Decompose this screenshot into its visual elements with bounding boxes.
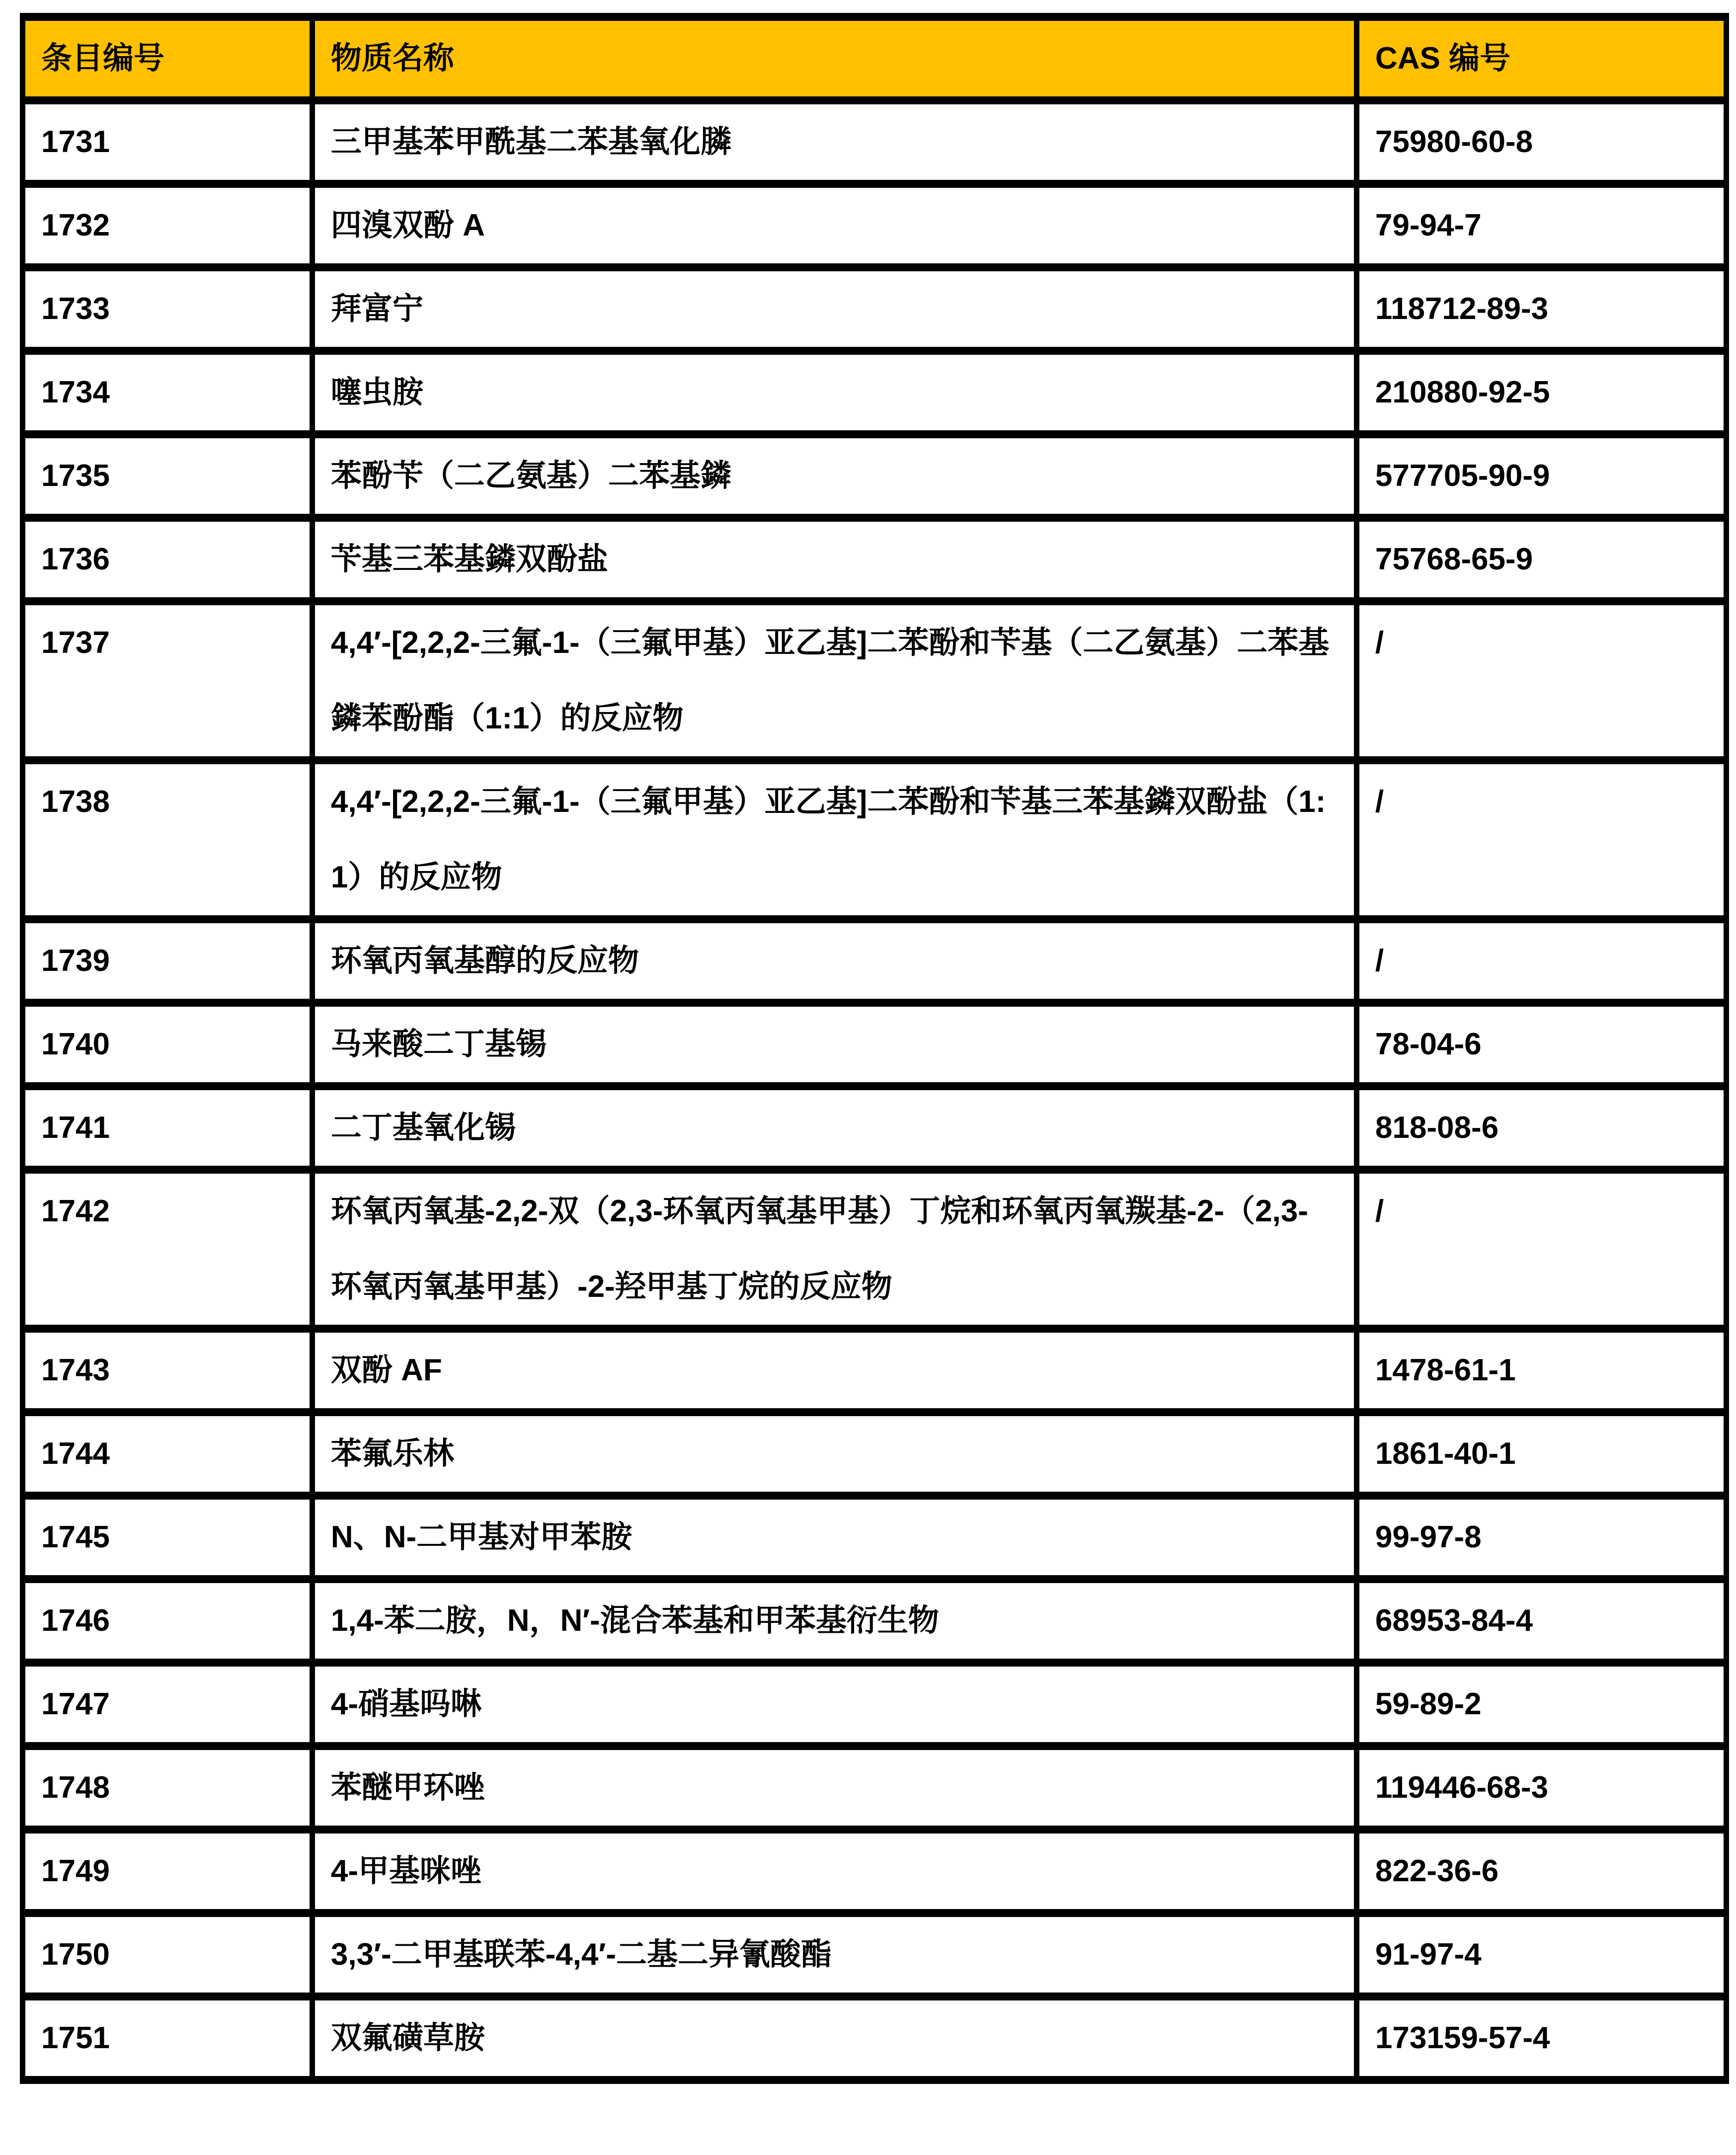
- table-row: [23, 1003, 1727, 1086]
- entry-id-cell: 1751: [23, 1996, 313, 2080]
- entry-id-cell: 1741: [23, 1086, 313, 1170]
- cas-number-cell: 118712-89-3: [1356, 267, 1726, 351]
- table-row: [23, 1496, 1727, 1579]
- entry-id-cell: 1731: [23, 100, 313, 184]
- entry-id-cell: 1745: [23, 1496, 313, 1579]
- table-row: [23, 351, 1727, 434]
- header-cas-number: CAS 编号: [1356, 17, 1726, 100]
- substance-name-cell: 苄基三苯基鏻双酚盐: [312, 518, 1356, 601]
- table-row: [23, 1412, 1727, 1496]
- cas-number-cell: 99-97-8: [1356, 1496, 1726, 1579]
- cas-number-cell: 173159-57-4: [1356, 1996, 1726, 2080]
- cas-number-cell: 577705-90-9: [1356, 434, 1726, 518]
- table-row: [23, 184, 1727, 267]
- cas-number-cell: 210880-92-5: [1356, 351, 1726, 434]
- substance-name-cell: 1,4-苯二胺，N，N′-混合苯基和甲苯基衍生物: [312, 1579, 1356, 1663]
- cas-number-cell: 119446-68-3: [1356, 1746, 1726, 1830]
- cas-number-cell: /: [1356, 760, 1726, 919]
- table-row: [23, 1746, 1727, 1830]
- table-row: [23, 1913, 1727, 1996]
- entry-id-cell: 1733: [23, 267, 313, 351]
- table-row: [23, 1996, 1727, 2080]
- table-row: [23, 1579, 1727, 1663]
- table-row: [23, 1086, 1727, 1170]
- entry-id-cell: 1742: [23, 1170, 313, 1329]
- cas-number-cell: 818-08-6: [1356, 1086, 1726, 1170]
- cas-number-cell: 79-94-7: [1356, 184, 1726, 267]
- entry-id-cell: 1750: [23, 1913, 313, 1996]
- table-row: [23, 100, 1727, 184]
- cas-number-cell: 91-97-4: [1356, 1913, 1726, 1996]
- entry-id-cell: 1746: [23, 1579, 313, 1663]
- header-row: [23, 17, 1727, 100]
- table-row: [23, 601, 1727, 760]
- table-row: [23, 434, 1727, 518]
- entry-id-cell: 1740: [23, 1003, 313, 1086]
- substance-name-cell: 环氧丙氧基-2,2-双（2,3-环氧丙氧基甲基）丁烷和环氧丙氧羰基-2-（2,3-环氧丙氧基甲基）-2-羟甲基丁烷的反应物: [312, 1170, 1356, 1329]
- entry-id-cell: 1743: [23, 1329, 313, 1412]
- header-substance-name: 物质名称: [312, 17, 1356, 100]
- cas-number-cell: 78-04-6: [1356, 1003, 1726, 1086]
- entry-id-cell: 1747: [23, 1663, 313, 1746]
- substances-table: [20, 13, 1729, 2084]
- entry-id-cell: 1738: [23, 760, 313, 919]
- entry-id-cell: 1739: [23, 919, 313, 1003]
- cas-number-cell: 75768-65-9: [1356, 518, 1726, 601]
- cas-number-cell: 1478-61-1: [1356, 1329, 1726, 1412]
- substance-name-cell: 四溴双酚 A: [312, 184, 1356, 267]
- substance-name-cell: 噻虫胺: [312, 351, 1356, 434]
- entry-id-cell: 1748: [23, 1746, 313, 1830]
- entry-id-cell: 1734: [23, 351, 313, 434]
- table-row: [23, 919, 1727, 1003]
- cas-number-cell: 68953-84-4: [1356, 1579, 1726, 1663]
- cas-number-cell: 59-89-2: [1356, 1663, 1726, 1746]
- table-row: [23, 1663, 1727, 1746]
- substance-name-cell: 拜富宁: [312, 267, 1356, 351]
- table-row: [23, 1830, 1727, 1913]
- substance-name-cell: 4,4′-[2,2,2-三氟-1-（三氟甲基）亚乙基]二苯酚和苄基（二乙氨基）二苯基鏻苯酚酯（1:1）的反应物: [312, 601, 1356, 760]
- entry-id-cell: 1736: [23, 518, 313, 601]
- entry-id-cell: 1737: [23, 601, 313, 760]
- cas-number-cell: 822-36-6: [1356, 1830, 1726, 1913]
- header-entry-id: 条目编号: [23, 17, 313, 100]
- entry-id-cell: 1732: [23, 184, 313, 267]
- substance-name-cell: 环氧丙氧基醇的反应物: [312, 919, 1356, 1003]
- substance-name-cell: 苯醚甲环唑: [312, 1746, 1356, 1830]
- cas-number-cell: /: [1356, 601, 1726, 760]
- entry-id-cell: 1744: [23, 1412, 313, 1496]
- substance-name-cell: 4,4′-[2,2,2-三氟-1-（三氟甲基）亚乙基]二苯酚和苄基三苯基鏻双酚盐（1:1）的反应物: [312, 760, 1356, 919]
- cas-number-cell: /: [1356, 1170, 1726, 1329]
- table-row: [23, 267, 1727, 351]
- substance-name-cell: 马来酸二丁基锡: [312, 1003, 1356, 1086]
- substance-name-cell: 双氟磺草胺: [312, 1996, 1356, 2080]
- substance-name-cell: N、N-二甲基对甲苯胺: [312, 1496, 1356, 1579]
- table-row: [23, 1170, 1727, 1329]
- substance-name-cell: 苯氟乐林: [312, 1412, 1356, 1496]
- cas-number-cell: /: [1356, 919, 1726, 1003]
- substance-name-cell: 4-甲基咪唑: [312, 1830, 1356, 1913]
- substance-name-cell: 3,3′-二甲基联苯-4,4′-二基二异氰酸酯: [312, 1913, 1356, 1996]
- table-row: [23, 1329, 1727, 1412]
- entry-id-cell: 1749: [23, 1830, 313, 1913]
- table-body: [23, 100, 1727, 2080]
- substance-name-cell: 三甲基苯甲酰基二苯基氧化膦: [312, 100, 1356, 184]
- cas-number-cell: 1861-40-1: [1356, 1412, 1726, 1496]
- substance-name-cell: 苯酚苄（二乙氨基）二苯基鏻: [312, 434, 1356, 518]
- substance-name-cell: 双酚 AF: [312, 1329, 1356, 1412]
- substance-name-cell: 4-硝基吗啉: [312, 1663, 1356, 1746]
- entry-id-cell: 1735: [23, 434, 313, 518]
- table-row: [23, 760, 1727, 919]
- table-row: [23, 518, 1727, 601]
- cas-number-cell: 75980-60-8: [1356, 100, 1726, 184]
- table-header: [23, 17, 1727, 100]
- substance-name-cell: 二丁基氧化锡: [312, 1086, 1356, 1170]
